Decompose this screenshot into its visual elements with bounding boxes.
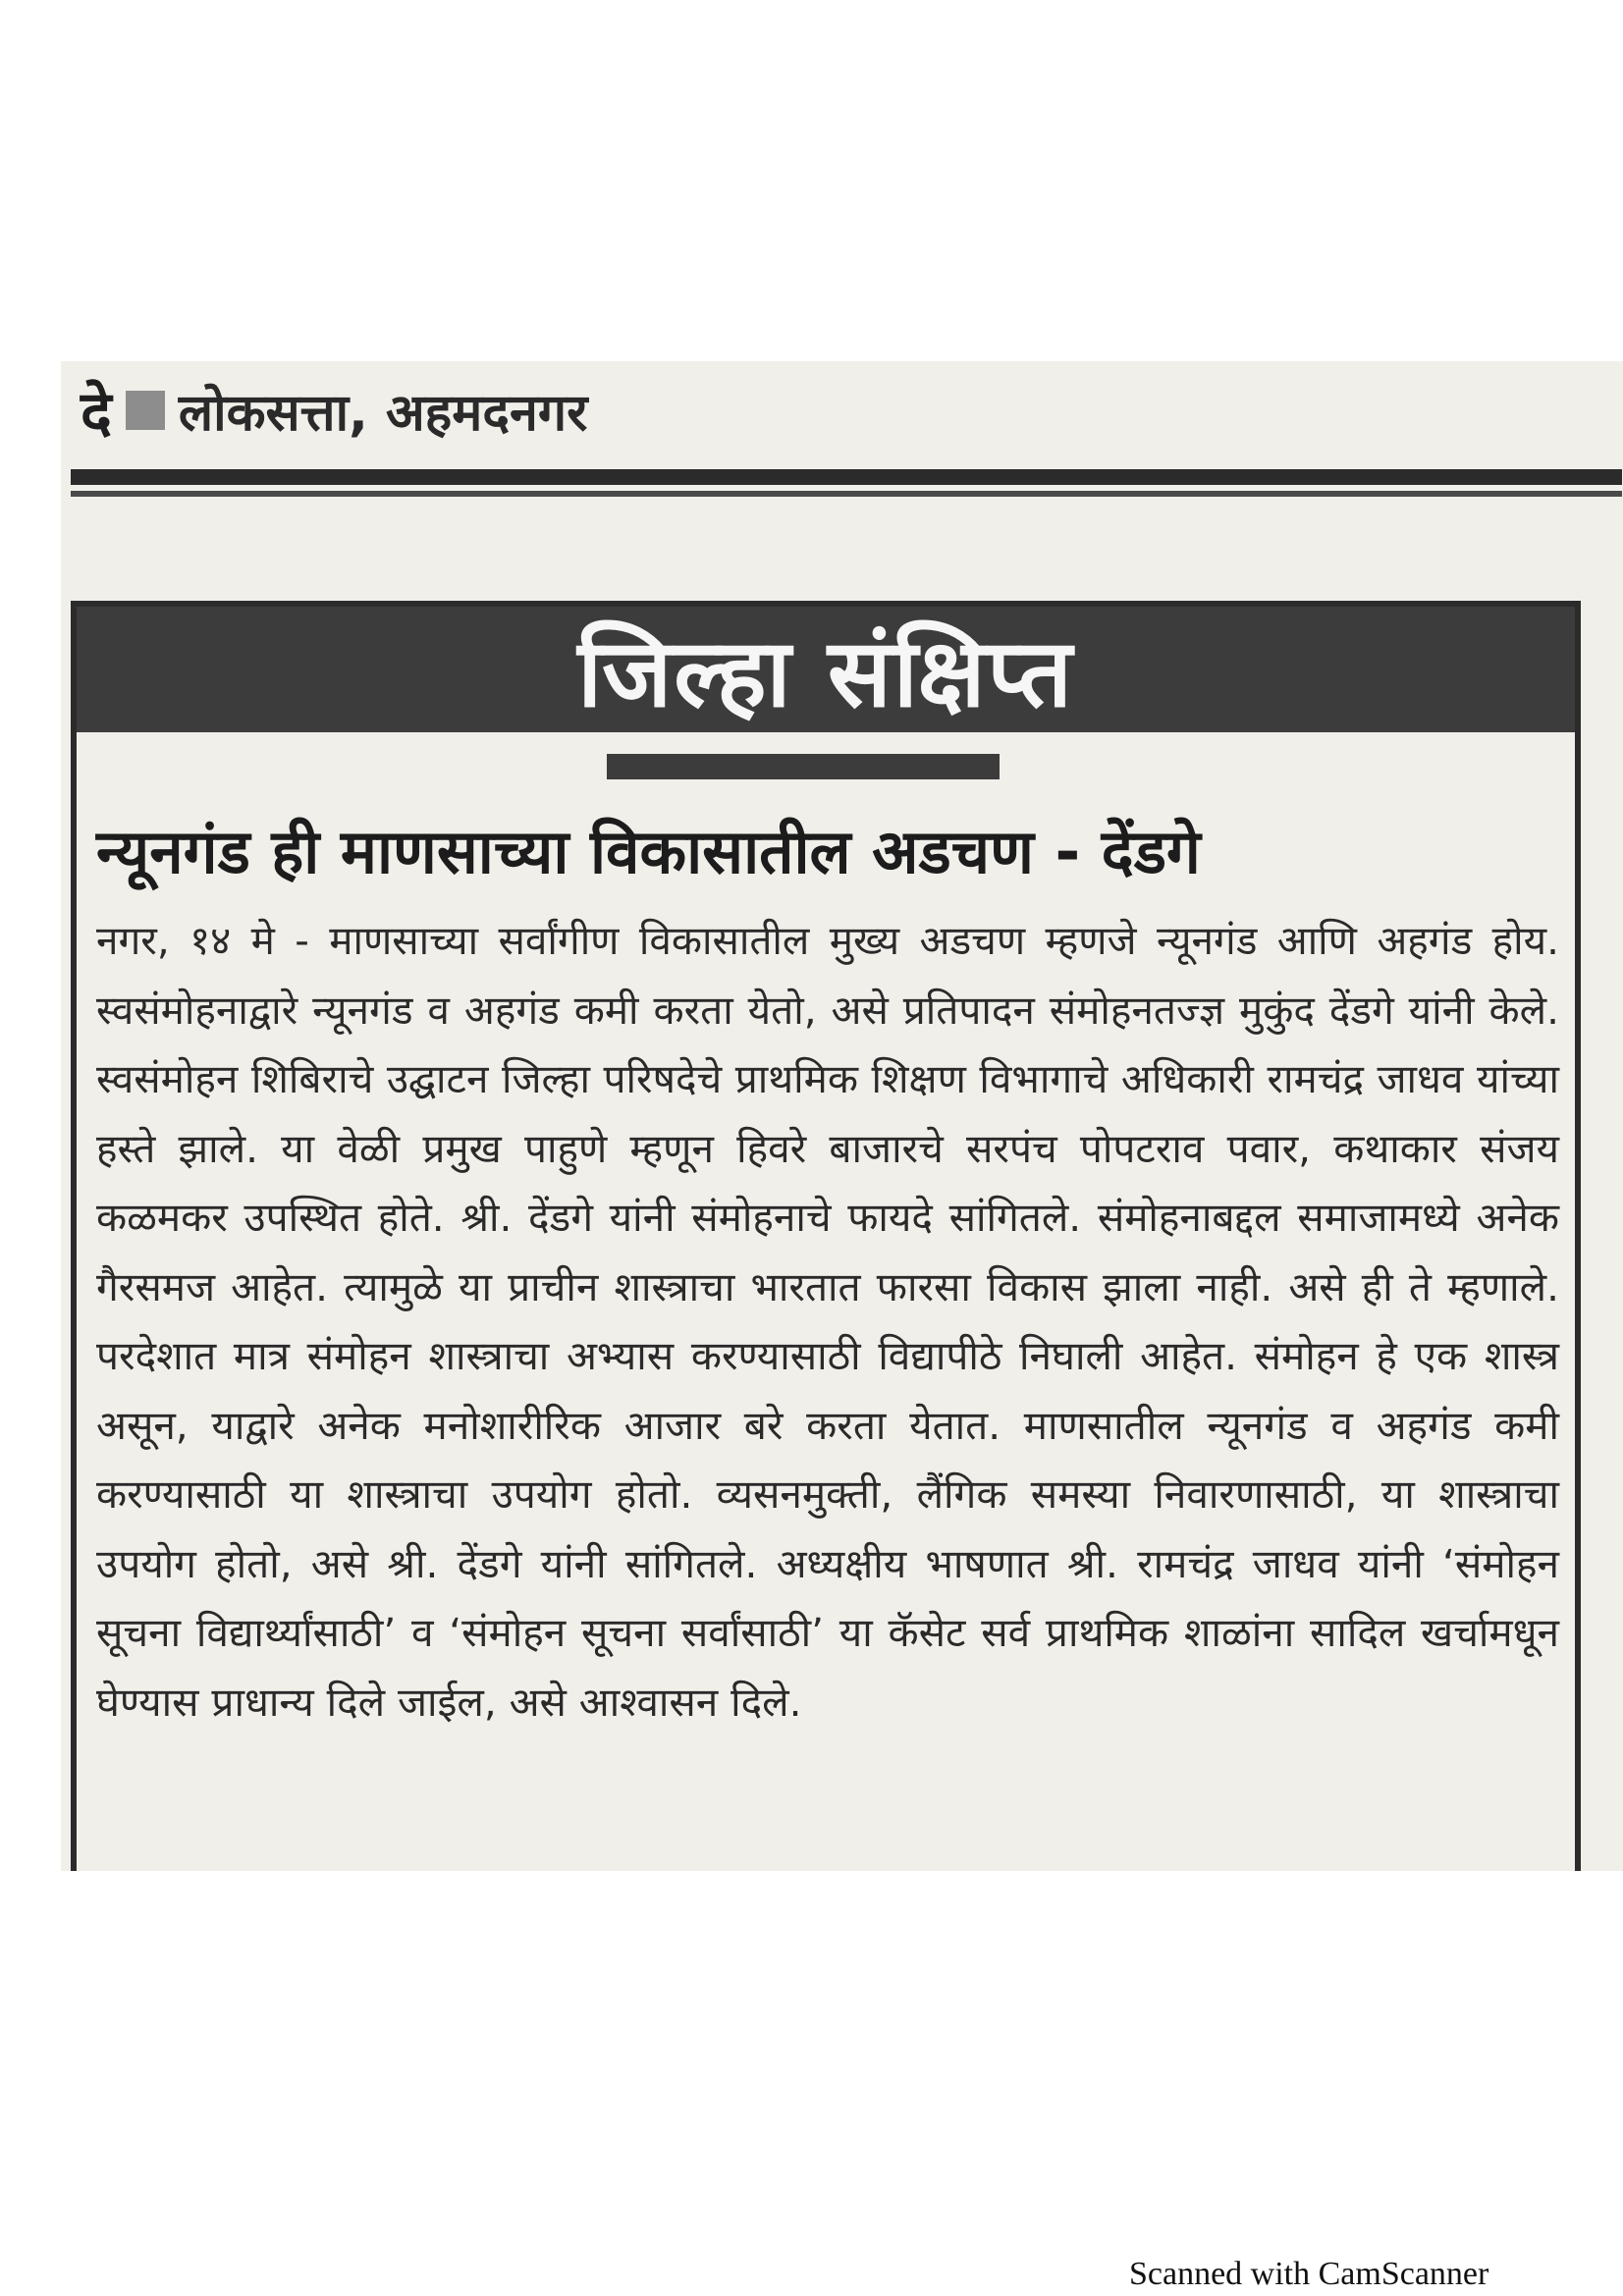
newspaper-logo: दे	[81, 379, 112, 448]
article-box	[71, 601, 1581, 1871]
banner-divider	[607, 754, 1000, 779]
section-banner	[77, 607, 1575, 732]
article-body: नगर, १४ मे - माणसाच्या सर्वांगीण विकासातील मुख्य अडचण म्हणजे न्यूनगंड आणि अहगंड होय. स्वसंमोहनाद्वारे न्यूनगंड व अहगंड कमी करता येतो, असे प्रतिपादन संमोहनतज्ज्ञ मुकुंद देंडगे यांनी केले. स्वसंमोहन शिबिराचे उद्घाटन जिल्हा परिषदेचे प्राथमिक शिक्षण विभागाचे अधिकारी रामचंद्र जाधव यांच्या हस्ते झाले. या वेळी प्रमुख पाहुणे म्हणून हिवरे बाजारचे सरपंच पोपटराव पवार, कथाकार संजय कळमकर उपस्थित होते. श्री. देंडगे यांनी संमोहनाचे फायदे सांगितले. संमोहनाबद्दल समाजामध्ये अनेक गैरसमज आहेत. त्यामुळे या प्राचीन शास्त्राचा भारतात फारसा विकास झाला नाही. असे ही ते म्हणाले. परदेशात मात्र संमोहन शास्त्राचा अभ्यास करण्यासाठी विद्यापीठे निघाली आहेत. संमोहन हे एक शास्त्र असून, याद्वारे अनेक मनोशारीरिक आजार बरे करता येतात. माणसातील न्यूनगंड व अहगंड कमी करण्यासाठी या शास्त्राचा उपयोग होतो. व्यसनमुक्ती, लैंगिक समस्या निवारणासाठी, या शास्त्राचा उपयोग होतो, असे श्री. देंडगे यांनी सांगितले. अध्यक्षीय भाषणात श्री. रामचंद्र जाधव यांनी ‘संमोहन सूचना विद्यार्थ्यांसाठी’ व ‘संमोहन सूचना सर्वांसाठी’ या कॅसेट सर्व प्राथमिक शाळांना सादिल खर्चामधून घेण्यास प्राधान्य दिले जाईल, असे आश्वासन दिले.	[96, 917, 1559, 1726]
article-headline: न्यूनगंड ही माणसाच्या विकासातील अडचण - देंडगे	[96, 816, 1201, 887]
scanner-watermark: Scanned with CamScanner	[1129, 2256, 1489, 2292]
masthead-rule-thin	[71, 491, 1622, 497]
masthead-rule	[71, 469, 1622, 485]
section-title: जिल्हा संक्षिप्त	[577, 617, 1074, 728]
masthead	[81, 371, 587, 450]
masthead-square-icon	[126, 391, 165, 430]
newspaper-source: लोकसत्ता, अहमदनगर	[178, 383, 588, 443]
